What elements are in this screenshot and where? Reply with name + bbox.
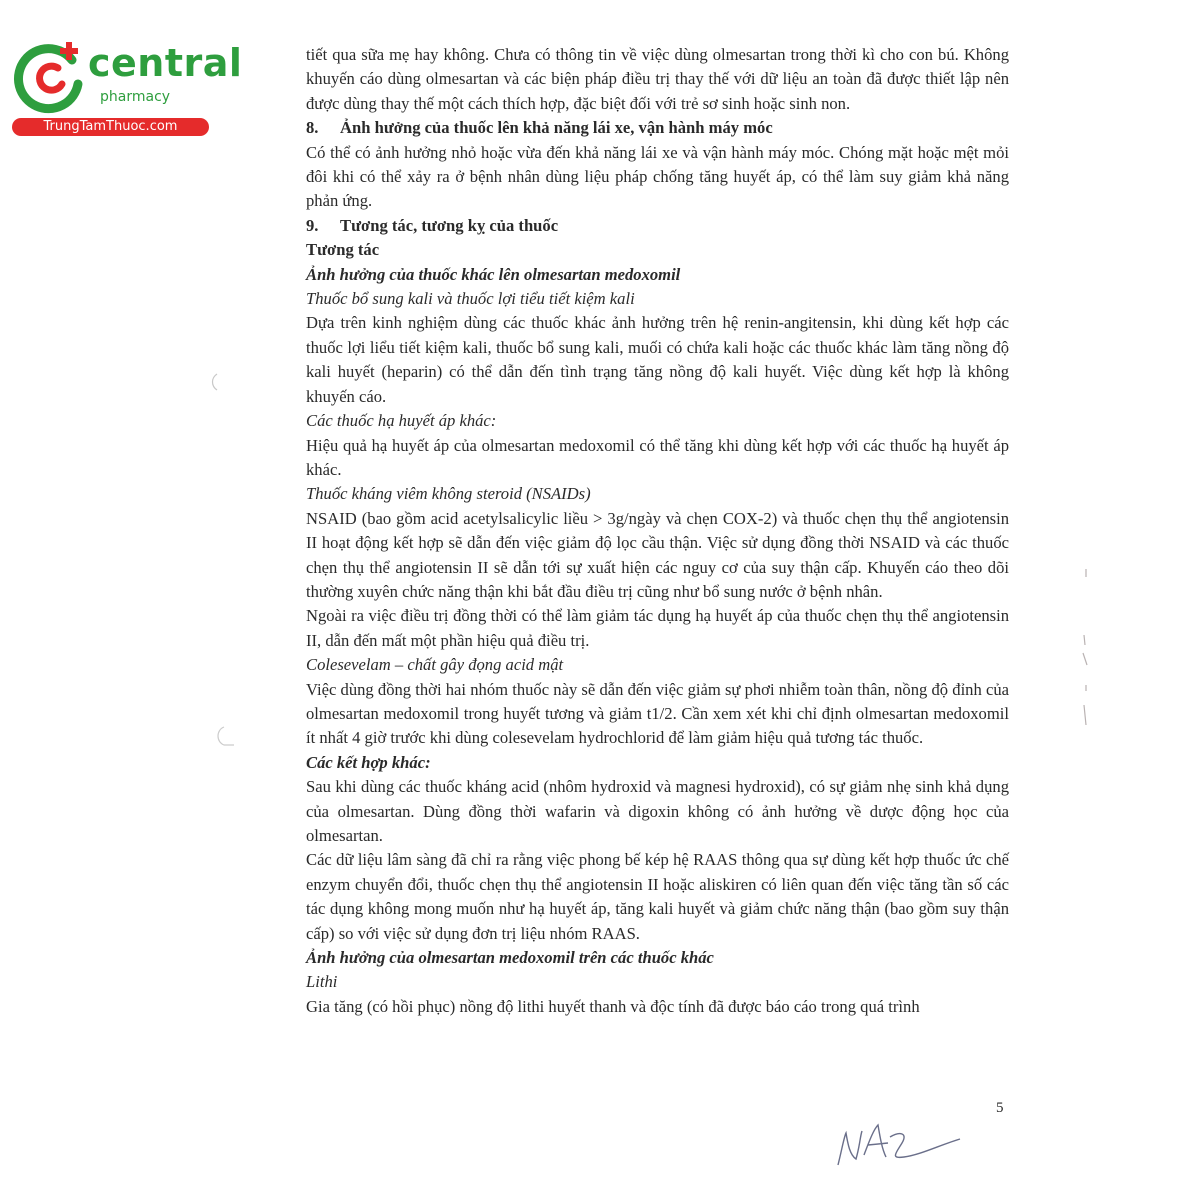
paragraph: Gia tăng (có hồi phục) nồng độ lithi huyết thanh và độc tính đã được báo cáo trong quá trình: [306, 996, 920, 1016]
paragraph: Có thể có ảnh hưởng nhỏ hoặc vừa đến khả năng lái xe và vận hành máy móc. Chóng mặt hoặc mệt mỏi đôi khi có thể xảy ra ở bệnh nhân dùng liệu pháp chống tăng huyết áp, có thể làm suy giảm khả năng phản ứng.: [306, 142, 1009, 211]
section-title: Ảnh hưởng của thuốc lên khả năng lái xe, vận hành máy móc: [340, 118, 773, 138]
logo-brand: central: [88, 41, 243, 85]
subheading: Thuốc bổ sung kali và thuốc lợi tiểu tiết kiệm kali: [306, 289, 635, 309]
signature: [830, 1115, 970, 1175]
paragraph: Sau khi dùng các thuốc kháng acid (nhôm hydroxid và magnesi hydroxid), có sự giảm nhẹ sinh khả dụng của olmesartan. Dùng đồng thời wafarin và digoxin không có ảnh hưởng về dược động học của olmesartan.: [306, 777, 1009, 845]
subheading: Các thuốc hạ huyết áp khác:: [306, 411, 497, 431]
pharmacy-cross-icon: [12, 38, 88, 114]
subheading: Ảnh hưởng của thuốc khác lên olmesartan medoxomil: [306, 264, 681, 284]
paragraph: NSAID (bao gồm acid acetylsalicylic liều > 3g/ngày và chẹn COX-2) và thuốc chẹn thụ thể angiotensin II hoạt động kết hợp sẽ dẫn đến việc giảm độ lọc cầu thận. Việc sử dụng đồng thời NSAID và các thuốc chẹn thụ thể angiotensin II sẽ dẫn tới sự xuất hiện các nguy cơ của suy thận cấp. Khuyến cáo theo dõi thường xuyên chức năng thận khi bắt đầu điều trị cũng như bổ sung nước ở bệnh nhân.: [306, 508, 1009, 601]
logo-url-badge: TrungTamThuoc.com: [12, 118, 209, 136]
paragraph: Hiệu quả hạ huyết áp của olmesartan medoxomil có thể tăng khi dùng kết hợp với các thuốc hạ huyết áp khác.: [306, 435, 1009, 479]
subheading: Các kết hợp khác:: [306, 752, 431, 772]
paragraph: Việc dùng đồng thời hai nhóm thuốc này sẽ dẫn đến việc giảm sự phơi nhiễm toàn thân, nồng độ đỉnh của olmesartan medoxomil trong huyết tương và giảm t1/2. Cần xem xét khi chỉ định olmesartan medoxomil ít nhất 4 giờ trước khi dùng colesevelam hydrochlorid để làm giảm hiệu quả tương tác thuốc.: [306, 679, 1009, 748]
paragraph: Dựa trên kinh nghiệm dùng các thuốc khác ảnh hưởng trên hệ renin-angitensin, khi dùng kết hợp các thuốc lợi liểu tiết kiệm kali, thuốc bổ sung kali, muối có chứa kali hoặc các thuốc khác làm tăng nồng độ kali huyết (heparin) có thể dẫn đến tình trạng tăng nồng độ kali huyết. Việc dùng kết hợp là không khuyến cáo.: [306, 313, 1009, 406]
page-number: 5: [996, 1100, 1004, 1116]
subheading: Ảnh hưởng của olmesartan medoxomil trên các thuốc khác: [306, 948, 714, 968]
section-number: 9.: [306, 215, 319, 235]
paragraph: tiết qua sữa mẹ hay không. Chưa có thông tin về việc dùng olmesartan trong thời kì cho con bú. Không khuyến cáo dùng olmesartan và các biện pháp điều trị thay thế với dữ liệu an toàn đã được thiết lập nên được dùng thay thế một cách thích hợp, đặc biệt đối với trẻ sơ sinh hoặc sinh non.: [306, 45, 1009, 113]
margin-mark: [212, 724, 238, 748]
subheading: Tương tác: [306, 240, 380, 260]
document-body: [306, 43, 1009, 1019]
paragraph: Các dữ liệu lâm sàng đã chỉ ra rằng việc phong bế kép hệ RAAS thông qua sự dùng kết hợp thuốc ức chế enzym chuyển đổi, thuốc chẹn thụ thể angiotensin II hoặc aliskiren có liên quan đến việc tăng tần số các tác dụng không mong muốn như hạ huyết áp, tăng kali huyết và giảm chức năng thận (bao gồm suy thận cấp) so với việc sử dụng đơn trị liệu nhóm RAAS.: [306, 850, 1009, 943]
subheading: Colesevelam – chất gây đọng acid mật: [306, 655, 564, 675]
section-title: Tương tác, tương kỵ của thuốc: [340, 215, 559, 235]
section-8-heading: [306, 116, 1009, 140]
logo-sub: pharmacy: [100, 89, 171, 105]
subheading: Lithi: [306, 972, 338, 992]
margin-mark: [208, 372, 220, 392]
section-number: 8.: [306, 118, 319, 138]
central-pharmacy-logo: [12, 38, 243, 138]
margin-mark: [1078, 565, 1094, 735]
section-9-heading: [306, 214, 1009, 238]
subheading: Thuốc kháng viêm không steroid (NSAIDs): [306, 484, 591, 504]
paragraph: Ngoài ra việc điều trị đồng thời có thể làm giảm tác dụng hạ huyết áp của thuốc chẹn thụ thể angiotensin II, dẫn đến mất một phần hiệu quả điều trị.: [306, 606, 1009, 650]
